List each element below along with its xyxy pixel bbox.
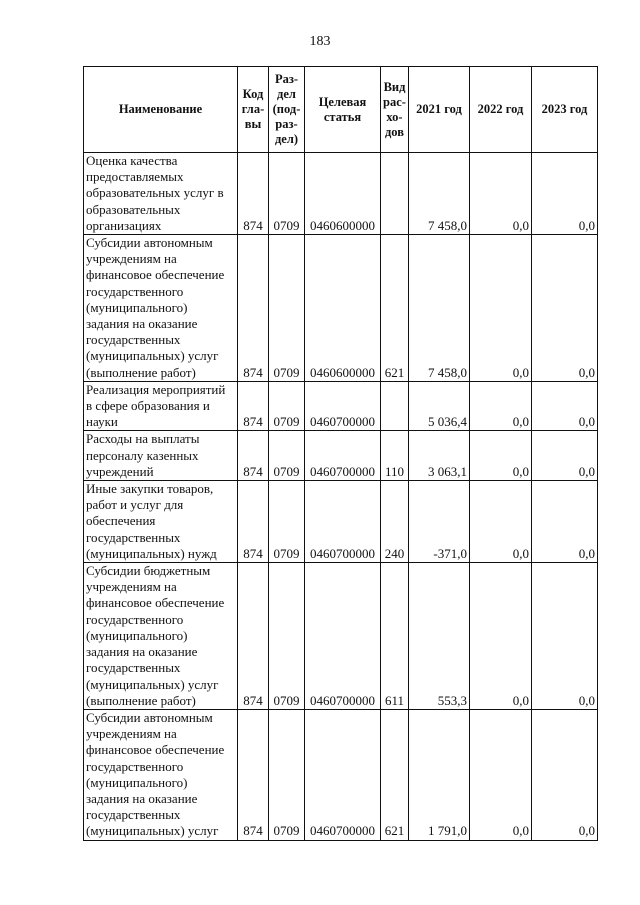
row-name-line: учреждениям на — [86, 579, 177, 595]
row-2022: 0,0 — [470, 709, 532, 840]
header-2021: 2021 год — [409, 67, 470, 153]
header-section-line: дел — [277, 87, 296, 101]
row-2021: 7 458,0 — [409, 235, 470, 382]
row-code: 874 — [238, 563, 269, 710]
row-name-line: Субсидии автономным — [86, 235, 213, 251]
row-name-line: государственного — [86, 283, 184, 299]
row-type: 611 — [381, 563, 409, 710]
header-2023: 2023 год — [532, 67, 598, 153]
row-target: 0460700000 — [305, 431, 381, 481]
row-name-line: государственных — [86, 332, 181, 348]
row-name-line: Субсидии автономным — [86, 709, 213, 725]
row-name-line: персоналу казенных — [86, 447, 199, 463]
row-name-line: задания на оказание — [86, 644, 198, 660]
row-2021: -371,0 — [409, 481, 470, 563]
header-type-line: рас- — [383, 94, 406, 109]
row-target: 0460700000 — [305, 709, 381, 840]
row-name-line: Оценка качества — [86, 153, 178, 168]
header-target-line: статья — [323, 109, 362, 124]
row-name-line: задания на оказание — [86, 790, 198, 806]
row-section: 0709 — [269, 563, 305, 710]
row-name-line: задания на оказание — [86, 316, 198, 332]
row-section: 0709 — [269, 235, 305, 382]
row-type: 621 — [381, 709, 409, 840]
header-code-line: вы — [244, 117, 262, 131]
row-2022: 0,0 — [470, 235, 532, 382]
row-name-line: учреждений — [86, 463, 154, 479]
row-section: 0709 — [269, 709, 305, 840]
row-code: 874 — [238, 235, 269, 382]
row-name-line: науки — [86, 414, 118, 430]
header-section-line: (под- — [272, 102, 301, 116]
row-target: 0460700000 — [305, 381, 381, 431]
row-name-line: образовательных услуг в — [86, 185, 224, 201]
header-2022: 2022 год — [470, 67, 532, 153]
table-row — [84, 431, 598, 481]
row-name-line: в сфере образования и — [86, 398, 210, 414]
row-name — [84, 153, 238, 235]
row-type — [381, 381, 409, 431]
row-name-line: учреждениям на — [86, 251, 177, 267]
header-code — [238, 67, 269, 153]
row-target: 0460700000 — [305, 481, 381, 563]
row-name-line: государственного — [86, 611, 184, 627]
row-type: 621 — [381, 235, 409, 382]
row-name-line: учреждениям на — [86, 726, 177, 742]
row-name-line: организациях — [86, 217, 162, 233]
row-2023: 0,0 — [532, 709, 598, 840]
row-name-line: Расходы на выплаты — [86, 431, 200, 447]
row-name-line: государственного — [86, 758, 184, 774]
row-2023: 0,0 — [532, 235, 598, 382]
row-section: 0709 — [269, 153, 305, 235]
header-type-line: Вид — [383, 79, 406, 94]
row-2023: 0,0 — [532, 481, 598, 563]
row-name-line: финансовое обеспечение — [86, 595, 225, 611]
row-name-line: (муниципального) — [86, 627, 188, 643]
budget-table — [83, 66, 598, 841]
row-name-line: (муниципальных) нужд — [86, 545, 217, 561]
row-section: 0709 — [269, 481, 305, 563]
row-2022: 0,0 — [470, 381, 532, 431]
table-row — [84, 709, 598, 840]
table-row — [84, 563, 598, 710]
table-row — [84, 381, 598, 431]
header-target — [305, 67, 381, 153]
row-2023: 0,0 — [532, 431, 598, 481]
row-name — [84, 563, 238, 710]
row-code: 874 — [238, 381, 269, 431]
row-2021: 3 063,1 — [409, 431, 470, 481]
row-name-line: (муниципального) — [86, 774, 188, 790]
row-name-line: (выполнение работ) — [86, 364, 196, 380]
row-2022: 0,0 — [470, 153, 532, 235]
row-2021: 5 036,4 — [409, 381, 470, 431]
row-name-line: финансовое обеспечение — [86, 267, 225, 283]
row-name-line: Иные закупки товаров, — [86, 481, 214, 497]
row-target: 0460700000 — [305, 563, 381, 710]
row-name-line: (выполнение работ) — [86, 692, 196, 708]
row-name-line: государственных — [86, 807, 181, 823]
row-target: 0460600000 — [305, 153, 381, 235]
row-2023: 0,0 — [532, 153, 598, 235]
header-type-line: дов — [384, 124, 404, 139]
row-name-line: финансовое обеспечение — [86, 742, 225, 758]
row-name-line: образовательных — [86, 201, 181, 217]
row-target: 0460600000 — [305, 235, 381, 382]
header-section-line: Раз- — [274, 72, 299, 86]
row-name — [84, 235, 238, 382]
row-name-line: (муниципального) — [86, 299, 188, 315]
row-2023: 0,0 — [532, 381, 598, 431]
row-type — [381, 153, 409, 235]
row-name-line: (муниципальных) услуг — [86, 348, 219, 364]
table-row — [84, 481, 598, 563]
table-row — [84, 235, 598, 382]
row-name-line: (муниципальных) услуг — [86, 823, 219, 839]
row-2021: 7 458,0 — [409, 153, 470, 235]
row-section: 0709 — [269, 381, 305, 431]
row-name — [84, 381, 238, 431]
header-code-line: Код — [242, 87, 264, 101]
header-type — [381, 67, 409, 153]
header-type-line: хо- — [386, 109, 403, 124]
row-type: 110 — [381, 431, 409, 481]
row-name-line: обеспечения — [86, 513, 156, 529]
table-header-row — [84, 67, 598, 153]
header-section — [269, 67, 305, 153]
row-code: 874 — [238, 481, 269, 563]
row-name-line: предоставляемых — [86, 169, 184, 185]
row-name — [84, 481, 238, 563]
row-2022: 0,0 — [470, 563, 532, 710]
row-name — [84, 431, 238, 481]
table-row — [84, 153, 598, 235]
row-2021: 553,3 — [409, 563, 470, 710]
header-name: Наименование — [84, 67, 238, 153]
row-name-line: государственных — [86, 529, 181, 545]
header-section-line: дел) — [274, 132, 299, 146]
row-2022: 0,0 — [470, 481, 532, 563]
table-body — [84, 153, 598, 841]
row-2021: 1 791,0 — [409, 709, 470, 840]
row-name-line: государственных — [86, 660, 181, 676]
row-2022: 0,0 — [470, 431, 532, 481]
row-name-line: (муниципальных) услуг — [86, 676, 219, 692]
page-number: 183 — [309, 34, 331, 49]
header-target-line: Целевая — [318, 94, 367, 109]
row-name-line: Реализация мероприятий — [86, 381, 226, 397]
header-section-line: раз- — [275, 117, 298, 131]
header-code-line: гла- — [241, 102, 265, 116]
row-name-line: работ и услуг для — [86, 497, 184, 513]
row-name-line: Субсидии бюджетным — [86, 563, 211, 579]
row-name — [84, 709, 238, 840]
row-code: 874 — [238, 709, 269, 840]
row-2023: 0,0 — [532, 563, 598, 710]
row-code: 874 — [238, 431, 269, 481]
row-section: 0709 — [269, 431, 305, 481]
row-type: 240 — [381, 481, 409, 563]
row-code: 874 — [238, 153, 269, 235]
